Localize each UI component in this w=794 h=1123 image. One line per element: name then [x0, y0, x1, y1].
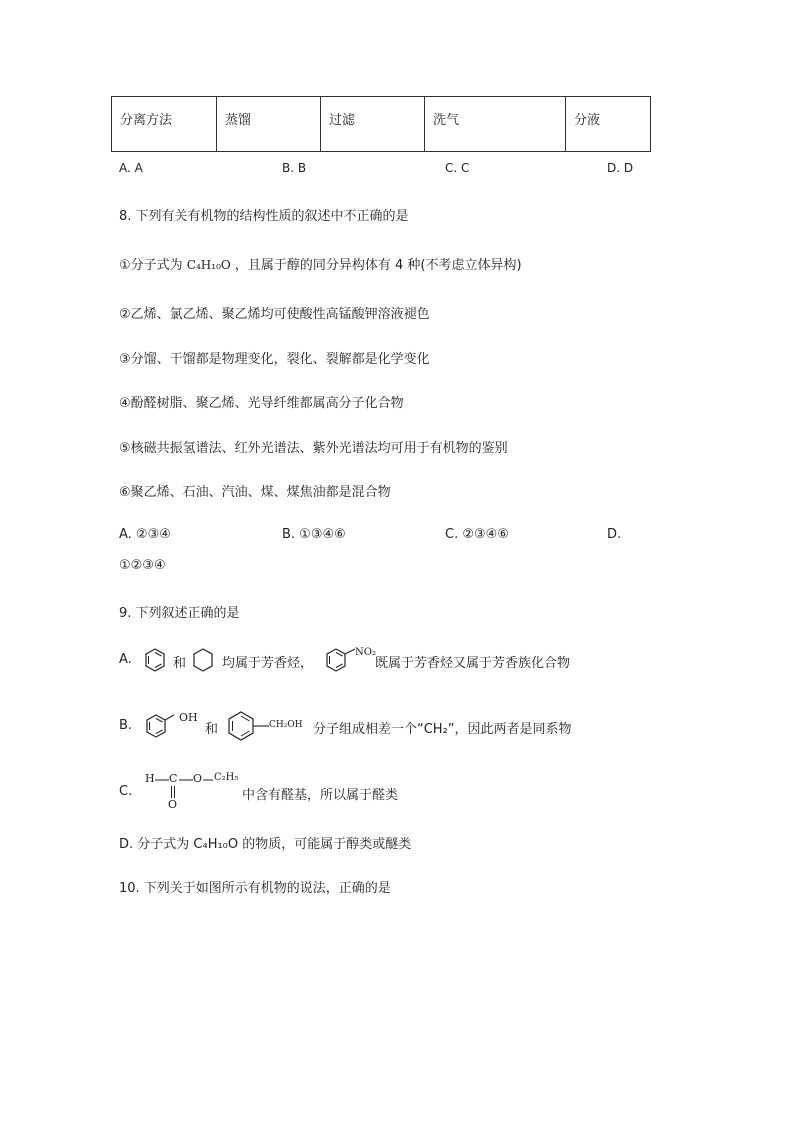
q8-option-b: B. ①③④⑥ [282, 527, 346, 542]
q9-option-d: D. 分子式为 C₄H₁₀O 的物质，可能属于醇类或醚类 [119, 837, 412, 852]
q8-statement-6: ⑥聚乙烯、石油、汽油、煤、煤焦油都是混合物 [119, 485, 391, 500]
q9-b-ch2oh: CH₂OH [269, 720, 303, 730]
q8-option-d-label: D. [607, 527, 622, 542]
q8-statement-3: ③分馏、干馏都是物理变化，裂化、裂解都是化学变化 [119, 352, 430, 367]
benzene-ring-icon [144, 648, 166, 672]
table-cell: 洗气 [425, 97, 566, 152]
nitrobenzene-icon [325, 648, 355, 672]
q9-a-no2: NO₂ [355, 647, 376, 658]
table-cell: 分液 [566, 97, 651, 152]
ethyl-formate-c2h5: C₂H₅ [214, 772, 239, 783]
table-cell: 蒸馏 [217, 97, 321, 152]
q9-a-label: A. [119, 652, 132, 667]
q8-statement-1 [119, 254, 522, 273]
q8-statement-5: ⑤核磁共振氢谱法、红外光谱法、紫外光谱法均可用于有机物的鉴别 [119, 441, 508, 456]
q7-option-a: A. A [119, 161, 143, 175]
bond-line [203, 778, 213, 782]
q9-a-end: 既属于芳香烃又属于芳香族化合物 [375, 656, 571, 671]
q9-b-and: 和 [205, 722, 219, 737]
q7-option-d: D. D [607, 161, 634, 175]
bond-line [155, 778, 169, 782]
double-bond [170, 786, 176, 798]
bond-line [179, 778, 193, 782]
q8-statement-2: ②乙烯、氯乙烯、聚乙烯均可使酸性高锰酸钾溶液褪色 [119, 307, 430, 322]
q8-option-d-value: ①②③④ [119, 558, 166, 573]
table-cell: 分离方法 [112, 97, 217, 152]
q8-s1-suffix: ，且属于醇的同分异构体有 4 种(不考虑立体异构) [234, 258, 522, 273]
table-row [112, 97, 651, 152]
q8-s1-formula: C₄H₁₀O [186, 258, 231, 272]
q7-option-c: C. C [445, 161, 470, 175]
table-cell: 过滤 [321, 97, 425, 152]
q9-a-and: 和 [173, 656, 187, 671]
benzyl-alcohol-icon [225, 710, 271, 742]
q8-option-a: A. ②③④ [119, 527, 171, 542]
q9-c-end: 中含有醛基，所以属于醛类 [242, 788, 399, 803]
q9-b-label: B. [119, 718, 133, 733]
q9-b-end: 分子组成相差一个“CH₂”，因此两者是同系物 [313, 722, 572, 737]
ethyl-formate-o: O [193, 772, 203, 785]
ethyl-formate-h: H [145, 772, 155, 785]
phenol-icon [144, 712, 180, 740]
ethyl-formate-carbonyl-o: O [168, 798, 178, 811]
q8-statement-4: ④酚醛树脂、聚乙烯、光导纤维都属高分子化合物 [119, 396, 404, 411]
q9-a-middle: 均属于芳香烃， [222, 656, 314, 671]
q9-stem: 9. 下列叙述正确的是 [119, 606, 240, 621]
q8-option-c: C. ②③④⑥ [445, 527, 509, 542]
q9-b-oh: OH [179, 711, 198, 724]
ethyl-formate-structure [145, 772, 237, 812]
ethyl-formate-c: C [169, 772, 178, 785]
q8-s1-prefix: ①分子式为 [119, 258, 183, 273]
q8-stem: 8. 下列有关有机物的结构性质的叙述中不正确的是 [119, 209, 409, 224]
cyclohexane-ring-icon [192, 648, 214, 672]
q7-option-b: B. B [282, 161, 307, 175]
q9-c-label: C. [119, 784, 133, 799]
q10-stem: 10. 下列关于如图所示有机物的说法，正确的是 [119, 881, 391, 896]
separation-method-table [111, 96, 651, 152]
